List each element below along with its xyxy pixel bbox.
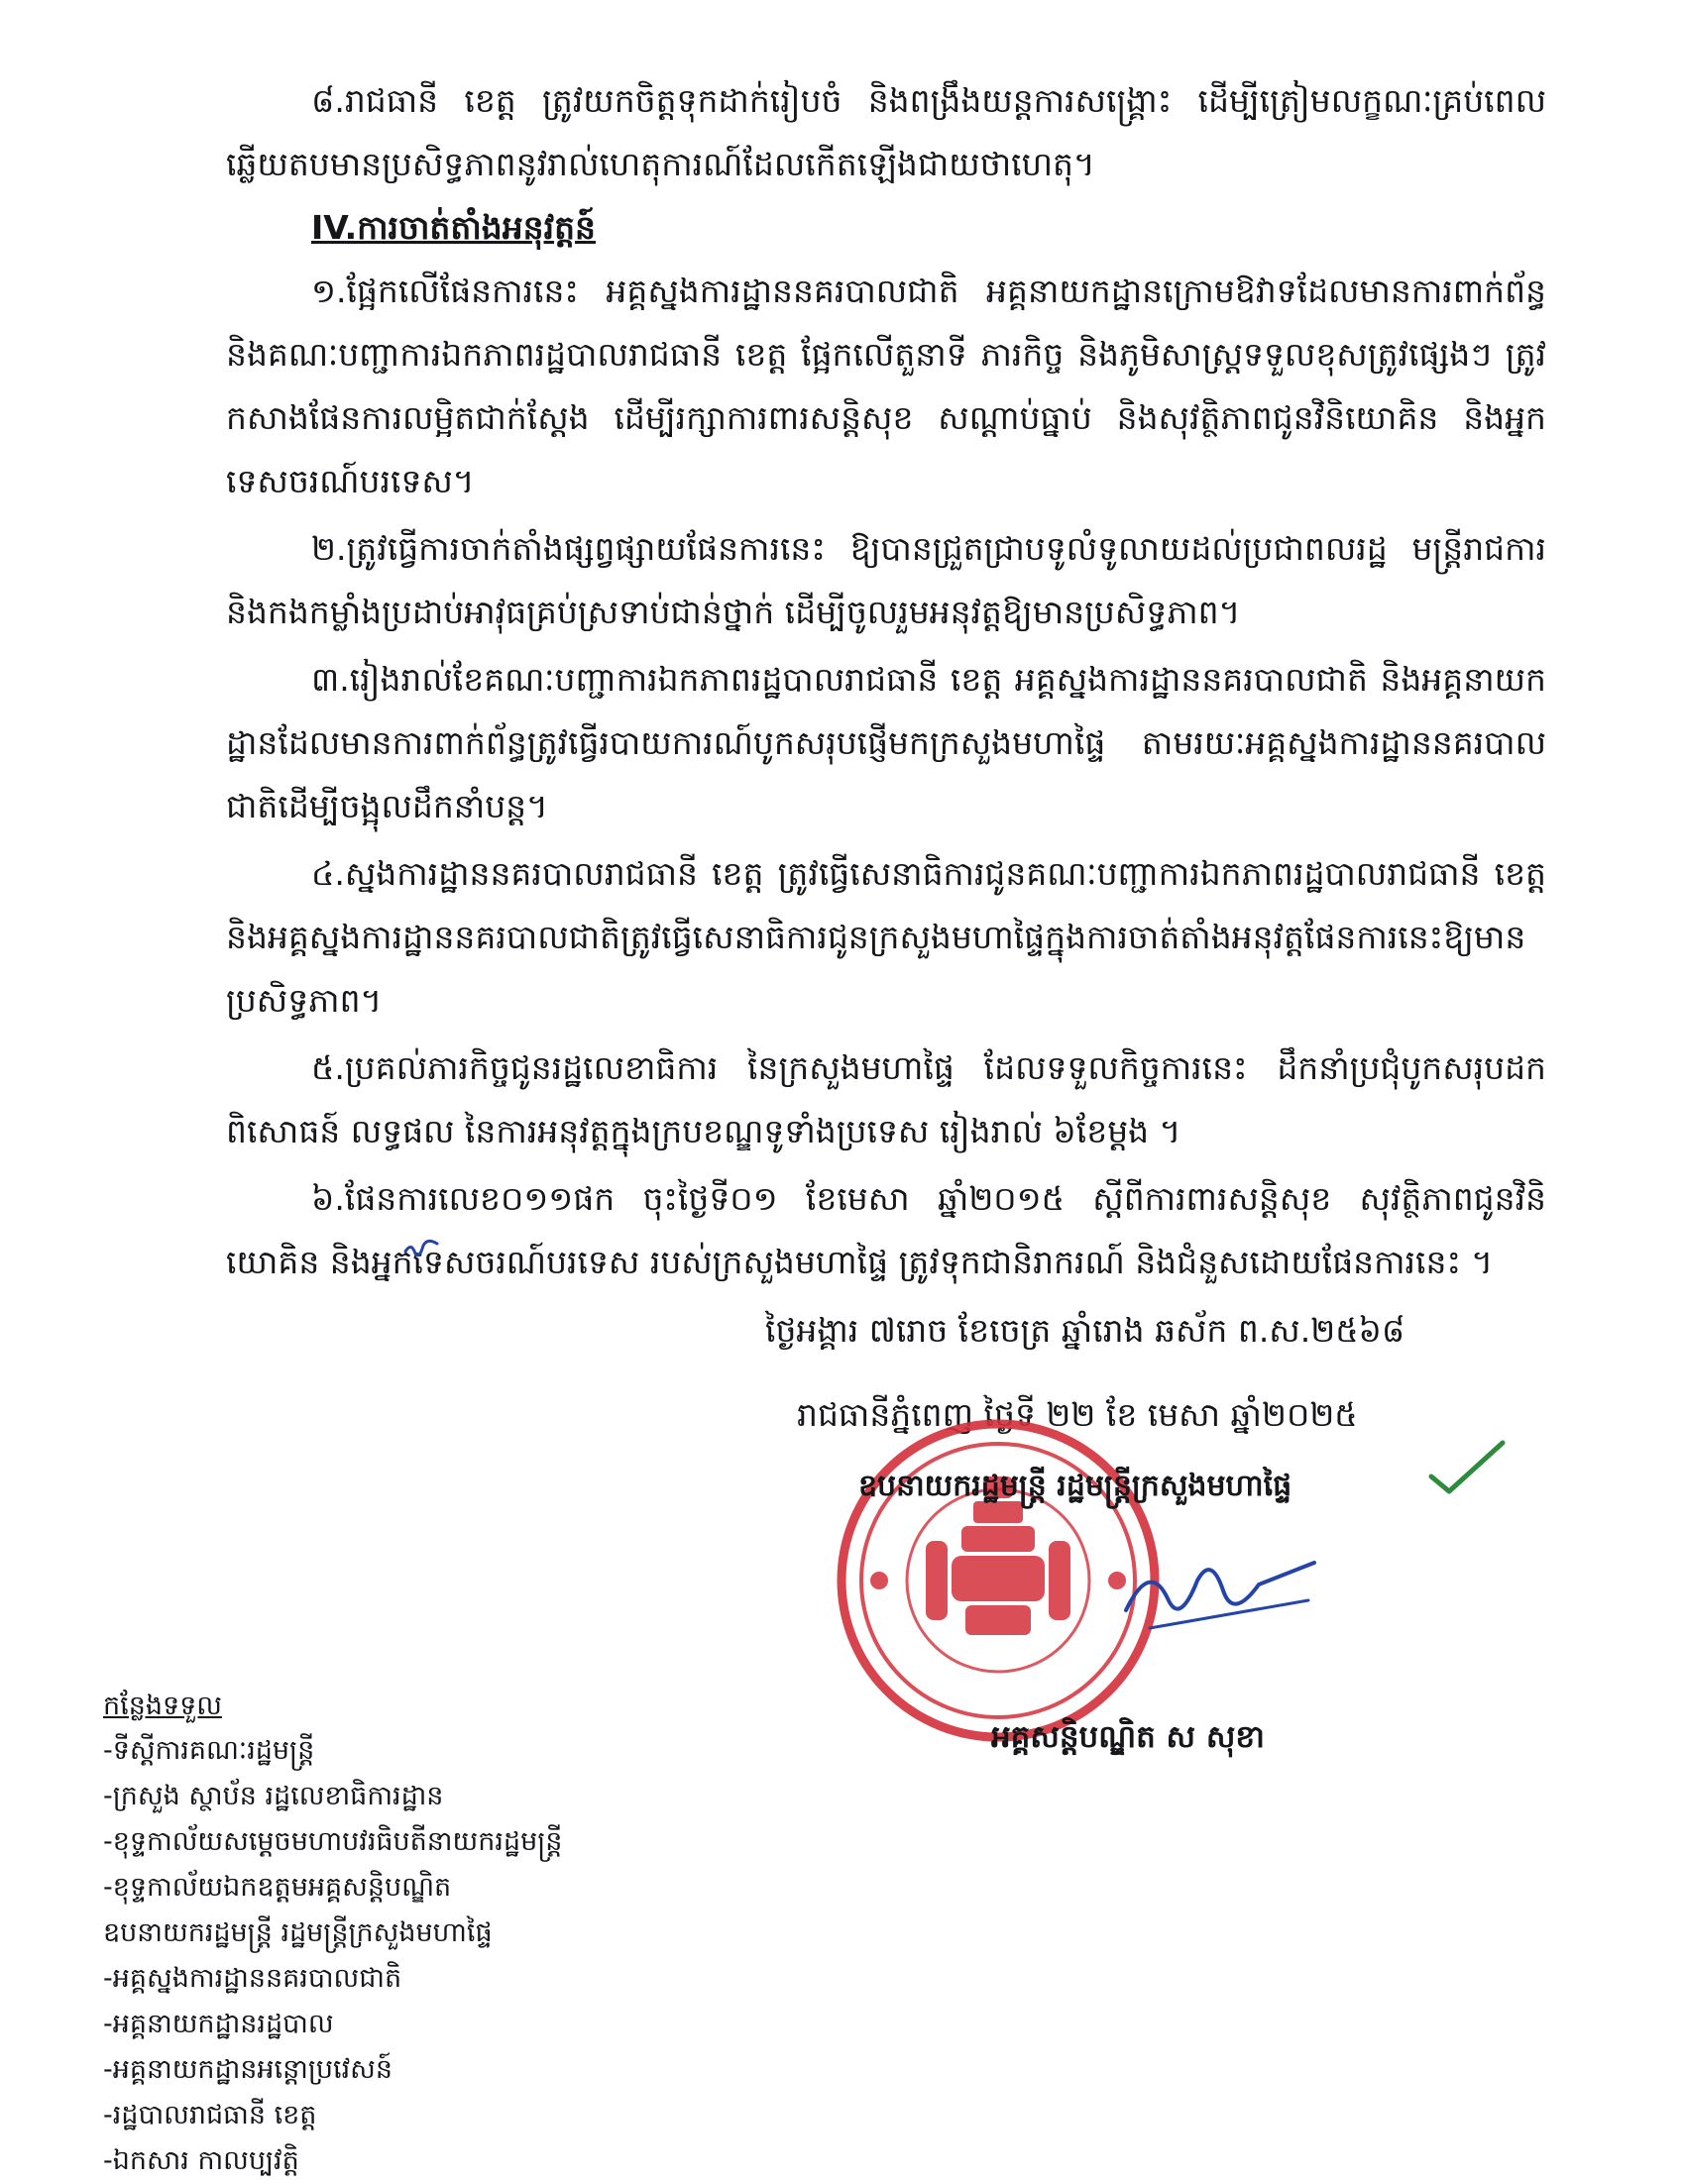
handwritten-initial xyxy=(401,1234,441,1263)
section-heading: IV.ការចាត់តាំងអនុវត្តន៍ xyxy=(311,208,596,247)
paragraph-3: ៣.រៀងរាល់ខែគណៈបញ្ជាការឯកភាពរដ្ឋបាលរាជធានី ខេត្ត អគ្គស្នងការដ្ឋាននគរបាលជាតិ និងអគ្គនាយកដ្ឋានដែលមានការពាក់ព័ន្ធត្រូវធ្វើរបាយការណ៍បូកសរុបផ្ញើមកក្រសួងមហាផ្ទៃ តាមរយៈអគ្គស្នងការដ្ឋាននគរបាលជាតិដើម្បីចង្អុលដឹកនាំបន្ត។ xyxy=(226,660,1546,825)
body-text xyxy=(226,69,1546,1294)
recipients-list xyxy=(103,1728,562,2184)
signer-title: ឧបនាយករដ្ឋមន្ត្រី រដ្ឋមន្ត្រីក្រសួងមហាផ្ទៃ xyxy=(858,1469,1292,1503)
paragraph-4: ៤.ស្នងការដ្ឋាននគរបាលរាជធានី ខេត្ត ត្រូវធ្វើសេនាធិការជូនគណៈបញ្ជាការឯកភាពរដ្ឋបាលរាជធានី ខេត្ត និងអគ្គស្នងការដ្ឋាននគរបាលជាតិត្រូវធ្វើសេនាធិការជូនក្រសួងមហាផ្ទៃក្នុងការចាត់តាំងអនុវត្តផែនការនេះឱ្យមានប្រសិទ្ធភាព។ xyxy=(226,854,1546,1020)
recipients-block xyxy=(103,1685,562,2184)
recipient-item: ឧបនាយករដ្ឋមន្ត្រី រដ្ឋមន្ត្រីក្រសួងមហាផ្ទៃ xyxy=(103,1917,493,1948)
paragraph-5: ៥.ប្រគល់ភារកិច្ចជូនរដ្ឋលេខាធិការ នៃក្រសួងមហាផ្ទៃ ដែលទទួលកិច្ចការនេះ ដឹកនាំប្រជុំបូកសរុបដកពិសោធន៍ លទ្ធផល នៃការអនុវត្តក្នុងក្របខណ្ឌទូទាំងប្រទេស រៀងរាល់ ៦ខែម្តង ។ xyxy=(226,1048,1546,1150)
solar-date: រាជធានីភ្នំពេញ ថ្ងៃទី ២២ ខែ មេសា ឆ្នាំ២០២៥ xyxy=(797,1395,1358,1434)
paragraph-6: ៦.ផែនការលេខ០១១ផក ចុះថ្ងៃទី០១ ខែមេសា ឆ្នាំ២០១៥ ស្តីពីការពារសន្តិសុខ សុវត្ថិភាពជូនវិនិយោគិន និងអ្នកទេសចរណ៍បរទេស របស់ក្រសួងមហាផ្ទៃ ត្រូវទុកជានិរាករណ៍ និងជំនួសដោយផែនការនេះ ។ xyxy=(226,1179,1546,1281)
paragraph-section-8: ៨.រាជធានី ខេត្ត ត្រូវយកចិត្តទុកដាក់រៀបចំ និងពង្រឹងយន្តការសង្គ្រោះ ដើម្បីត្រៀមលក្ខណៈគ្រប់ពេល ឆ្លើយតបមានប្រសិទ្ធភាពនូវរាល់ហេតុការណ៍ដែលកើតឡើងជាយថាហេតុ។ xyxy=(226,81,1546,183)
recipient-item: -អគ្គនាយកដ្ឋានរដ្ឋបាល xyxy=(103,2009,334,2039)
recipients-title: កន្លែងទទួល xyxy=(103,1691,222,1721)
paragraph-1: ១.ផ្អែកលើផែនការនេះ អគ្គស្នងការដ្ឋាននគរបាលជាតិ អគ្គនាយកដ្ឋានក្រោមឱវាទដែលមានការពាក់ព័ន្ធ និងគណៈបញ្ជាការឯកភាពរដ្ឋបាលរាជធានី ខេត្ត ផ្អែកលើតួនាទី ភារកិច្ច និងភូមិសាស្ត្រទទួលខុសត្រូវផ្សេងៗ ត្រូវកសាងផែនការលម្អិតជាក់ស្តែង ដើម្បីរក្សាការពារសន្តិសុខ សណ្តាប់ធ្នាប់ និងសុវត្ថិភាពជូនវិនិយោគិន និងអ្នកទេសចរណ៍បរទេស។ xyxy=(226,272,1546,500)
green-check-mark xyxy=(1427,1437,1507,1506)
signer-name: អគ្គសន្តិបណ្ឌិត ស សុខា xyxy=(991,1719,1265,1755)
recipient-item: -ឯកសារ កាលប្បវត្តិ xyxy=(103,2145,299,2176)
recipient-item: -អគ្គស្នងការដ្ឋាននគរបាលជាតិ xyxy=(103,1963,402,1994)
lunar-date: ថ្ងៃអង្គារ ៧រោច ខែចេត្រ ឆ្នាំរោង ឆស័ក ព.ស.២៥៦៨ xyxy=(765,1311,1405,1350)
recipient-item: -រដ្ឋបាលរាជធានី ខេត្ត xyxy=(103,2100,317,2130)
recipient-item: -ទីស្តីការគណៈរដ្ឋមន្ត្រី xyxy=(103,1735,315,1766)
handwritten-signature xyxy=(1120,1551,1318,1640)
paragraph-2: ២.ត្រូវធ្វើការចាក់តាំងផ្សព្វផ្សាយផែនការនេះ ឱ្យបានជ្រួតជ្រាបទូលំទូលាយដល់ប្រជាពលរដ្ឋ មន្ត្រីរាជការ និងកងកម្លាំងប្រដាប់អាវុធគ្រប់ស្រទាប់ជាន់ថ្នាក់ ដើម្បីចូលរួមអនុវត្តឱ្យមានប្រសិទ្ធភាព។ xyxy=(226,529,1546,631)
recipient-item: -អគ្គនាយកដ្ឋានអន្តោប្រវេសន៍ xyxy=(103,2054,393,2085)
recipient-item: -ខុទ្ទកាល័យសម្តេចមហាបវរធិបតីនាយករដ្ឋមន្ត្រី xyxy=(103,1826,563,1857)
recipient-item: -ខុទ្ទកាល័យឯកឧត្តមអគ្គសន្តិបណ្ឌិត xyxy=(103,1872,452,1903)
recipient-item: -ក្រសួង ស្ថាប័ន រដ្ឋលេខាធិការដ្ឋាន xyxy=(103,1781,444,1811)
